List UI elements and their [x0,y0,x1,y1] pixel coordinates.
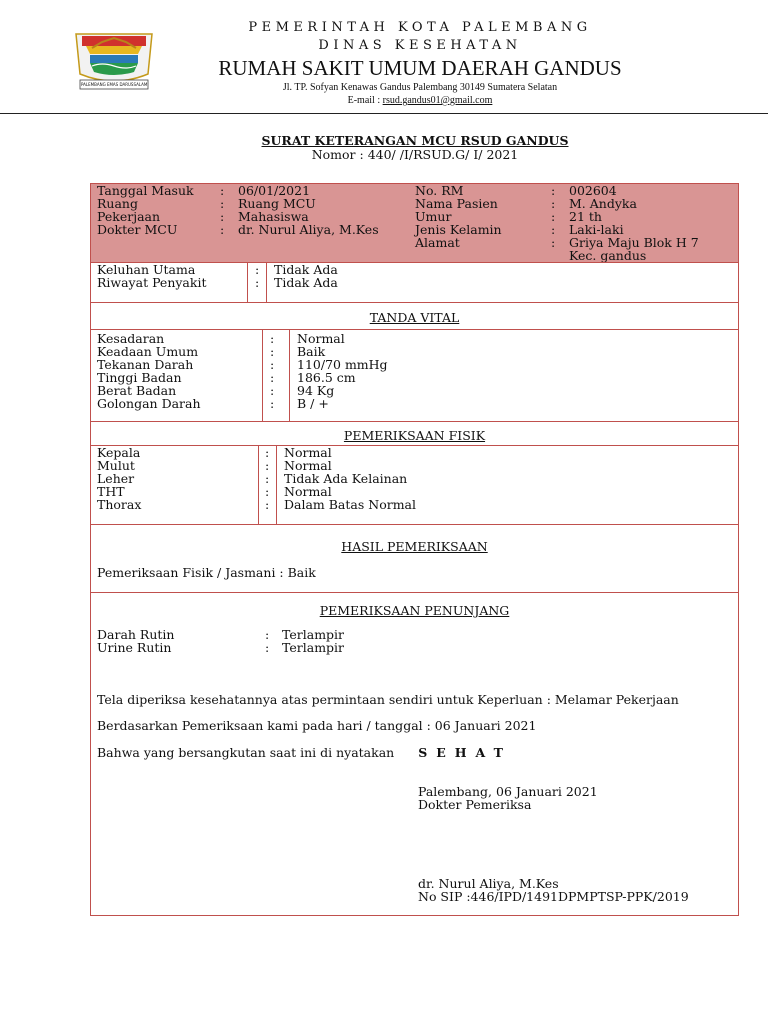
label-tht: THT [97,484,125,499]
label-umur: Umur [415,209,452,224]
value-tinggi-badan: 186.5 cm [297,370,356,385]
value-tekanan-darah: 110/70 mmHg [297,357,388,372]
label-jenis-kelamin: Jenis Kelamin [415,222,502,237]
label-urine-rutin: Urine Rutin [97,640,172,655]
column-divider [266,262,267,302]
statement-purpose: Tela diperiksa kesehatannya atas permintaan sendiri untuk Keperluan : Melamar Pekerjaan [97,692,679,707]
patient-left-values [238,184,379,236]
patient-right-labels [415,184,502,249]
value-kesadaran: Normal [297,331,345,346]
gov-heading: PEMERINTAH KOTA PALEMBANG [248,20,592,35]
dept-heading: DINAS KESEHATAN [318,38,522,53]
signature-sip-number: No SIP :446/IPD/1491DPMPTSP-PPK/2019 [418,889,689,904]
complaint-values [274,263,338,289]
physical-colons: : : : : : [265,445,270,512]
value-no-rm: 002604 [569,183,617,198]
hospital-address: Jl. TP. Sofyan Kenawas Gandus Palembang 30149 Sumatera Selatan [282,82,558,93]
value-keluhan-utama: Tidak Ada [274,262,338,277]
column-divider [289,329,290,421]
value-berat-badan: 94 Kg [297,383,335,398]
column-divider [262,329,263,421]
row-divider [90,329,739,330]
document-number: Nomor : 440/ /I/RSUD.G/ I/ 2021 [311,147,519,162]
label-keadaan-umum: Keadaan Umum [97,344,199,359]
column-divider [276,445,277,524]
value-umur: 21 th [569,209,602,224]
label-riwayat-penyakit: Riwayat Penyakit [97,275,207,290]
letterhead-divider [0,113,768,114]
value-kepala: Normal [284,445,332,460]
support-values [282,628,344,654]
label-kesadaran: Kesadaran [97,331,165,346]
vital-colons: : : : : : : [270,331,275,411]
complaint-colons: : : [255,262,260,290]
row-divider [90,302,739,303]
value-dokter-mcu: dr. Nurul Aliya, M.Kes [238,222,379,237]
section-title-physical: PEMERIKSAAN FISIK [343,428,486,443]
physical-labels [97,446,141,511]
row-divider [90,524,739,525]
section-title-vital: TANDA VITAL [369,310,460,325]
value-alamat-line1: Griya Maju Blok H 7 [569,235,699,250]
email-label: E-mail : [347,95,381,106]
result-line: Pemeriksaan Fisik / Jasmani : Baik [97,565,316,580]
patient-left-labels [97,184,194,236]
label-mulut: Mulut [97,458,135,473]
column-divider [247,262,248,302]
verdict-sehat: SEHAT [418,745,512,760]
support-labels [97,628,174,654]
label-pekerjaan: Pekerjaan [97,209,161,224]
vital-values [297,332,388,410]
value-golongan-darah: B / + [297,396,329,411]
value-pekerjaan: Mahasiswa [238,209,309,224]
row-divider [90,421,739,422]
label-no-rm: No. RM [415,183,464,198]
signature-role: Dokter Pemeriksa [418,797,532,812]
label-berat-badan: Berat Badan [97,383,177,398]
hospital-email-line [160,95,680,106]
statement-date: Berdasarkan Pemeriksaan kami pada hari / tanggal : 06 Januari 2021 [97,718,537,733]
complaint-labels [97,263,206,289]
label-nama-pasien: Nama Pasien [415,196,498,211]
value-leher: Tidak Ada Kelainan [284,471,408,486]
value-jenis-kelamin: Laki-laki [569,222,624,237]
value-urine-rutin: Terlampir [282,640,345,655]
patient-left-colons: : : : : [220,183,225,237]
value-ruang: Ruang MCU [238,196,316,211]
label-thorax: Thorax [97,497,142,512]
label-tinggi-badan: Tinggi Badan [97,370,182,385]
value-alamat-line2: Kec. gandus [569,248,647,263]
signature-place-date: Palembang, 06 Januari 2021 [418,784,598,799]
document-title: SURAT KETERANGAN MCU RSUD GANDUS [261,133,569,148]
patient-right-colons: : : : : : [551,183,556,250]
hospital-name: RUMAH SAKIT UMUM DAERAH GANDUS [218,56,622,80]
column-divider [258,445,259,524]
value-tanggal-masuk: 06/01/2021 [238,183,311,198]
value-tht: Normal [284,484,332,499]
value-thorax: Dalam Batas Normal [284,497,416,512]
label-leher: Leher [97,471,135,486]
email-link[interactable]: rsud.gandus01@gmail.com [382,95,493,106]
value-mulut: Normal [284,458,332,473]
signature-doctor-name: dr. Nurul Aliya, M.Kes [418,876,559,891]
label-alamat: Alamat [415,235,460,250]
label-keluhan-utama: Keluhan Utama [97,262,196,277]
row-divider [90,592,739,593]
patient-right-values [569,184,699,262]
logo-banner-text: PALEMBANG EMAS DARUSSALAM [81,82,147,87]
label-dokter-mcu: Dokter MCU [97,222,178,237]
label-darah-rutin: Darah Rutin [97,627,175,642]
section-title-support: PEMERIKSAAN PENUNJANG [319,603,510,618]
physical-values [284,446,416,511]
value-riwayat-penyakit: Tidak Ada [274,275,338,290]
label-golongan-darah: Golongan Darah [97,396,201,411]
city-emblem-logo [72,22,156,92]
vital-labels [97,332,201,410]
section-title-result: HASIL PEMERIKSAAN [341,539,488,554]
value-keadaan-umum: Baik [297,344,326,359]
label-kepala: Kepala [97,445,141,460]
statement-verdict-text: Bahwa yang bersangkutan saat ini di nyatakan [97,745,395,760]
value-nama-pasien: M. Andyka [569,196,637,211]
label-tekanan-darah: Tekanan Darah [97,357,194,372]
label-ruang: Ruang [97,196,138,211]
statement-verdict-line [97,745,512,760]
label-tanggal-masuk: Tanggal Masuk [97,183,194,198]
value-darah-rutin: Terlampir [282,627,345,642]
support-colons: : : [265,627,270,655]
